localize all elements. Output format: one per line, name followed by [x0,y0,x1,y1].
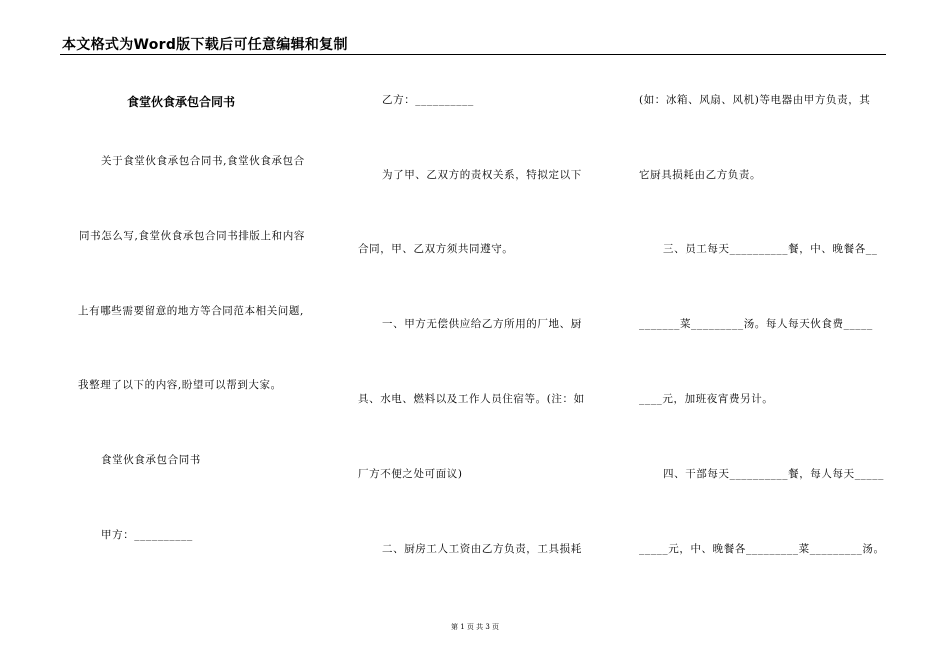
col3-line-6: 四、干部每天__________餐，每人每天_____ [663,468,884,480]
col1-line-5: 食堂伙食承包合同书 [101,454,201,466]
col3-line-2: 它厨具损耗由乙方负责。 [639,169,762,181]
col3-line-1: (如：冰箱、风扇、风机)等电器由甲方负责，其 [639,94,871,106]
col3-line-4: _______菜_________汤。每人每天伙食费_____ [639,318,873,330]
col1-line-2: 同书怎么写,食堂伙食承包合同书排版上和内容 [79,230,305,242]
col2-line-2: 为了甲、乙双方的责权关系，特拟定以下 [382,169,582,181]
document-banner: 本文格式为Word版下载后可任意编辑和复制 [62,37,348,53]
page-footer: 第 1 页 共 3 页 [450,623,500,631]
col2-line-5: 具、水电、燃料以及工作人员住宿等。(注：如 [358,393,585,405]
col1-line-3: 上有哪些需要留意的地方等合同范本相关问题, [78,305,304,317]
col3-line-5: ____元，加班夜宵费另计。 [639,393,774,405]
col1-line-1: 关于食堂伙食承包合同书,食堂伙食承包合 [101,155,305,167]
banner-divider [60,54,886,55]
col2-line-4: 一、甲方无偿供应给乙方所用的厂地、厨 [382,318,582,330]
col2-line-7: 二、厨房工人工资由乙方负责，工具损耗 [382,543,582,555]
col2-line-6: 厂方不便之处可面议) [358,468,463,480]
col1-line-4: 我整理了以下的内容,盼望可以帮到大家。 [78,379,282,391]
col2-line-1: 乙方：__________ [382,94,474,106]
col2-line-3: 合同，甲、乙双方须共同遵守。 [358,243,514,255]
col3-line-3: 三、员工每天__________餐，中、晚餐各__ [663,243,878,255]
col3-line-7: _____元，中、晚餐各_________菜_________汤。 [639,543,885,555]
col1-line-6: 甲方：__________ [101,529,193,541]
document-title: 食堂伙食承包合同书 [127,95,236,109]
